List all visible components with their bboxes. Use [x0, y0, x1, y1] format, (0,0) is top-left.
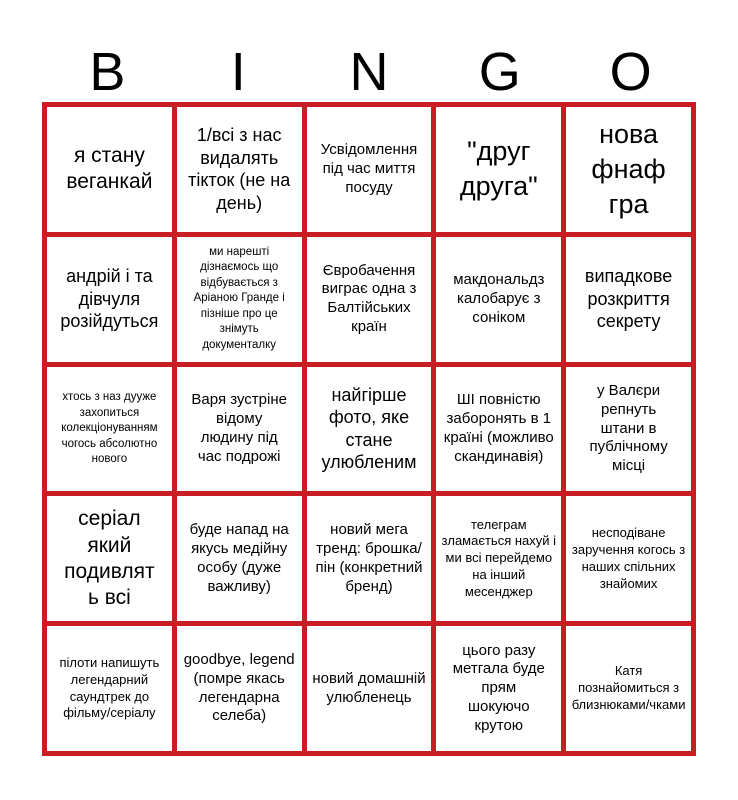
cell-text: новий домашній улюбленець	[312, 669, 426, 706]
cell-text: "друг друга"	[459, 136, 538, 202]
cell-text: цього разу метгала буде прям шокуючо крутою	[452, 641, 545, 734]
cell-text: Варя зустріне відому людину під час подрожі	[191, 391, 287, 465]
cell-text: я стану веганкай	[66, 144, 153, 194]
bingo-cell-r5c3[interactable]	[307, 626, 432, 751]
cell-text: випадкове розкриття секрету	[584, 266, 673, 332]
cell-text: ми нарешті дізнаємось що відбувається з Аріаною Гранде і пізніше про це знімуть документалку	[193, 245, 285, 351]
cell-text: ШІ повністю заборонять в 1 країні (можливо скандинавія)	[443, 391, 554, 465]
bingo-cell-r1c3[interactable]	[307, 107, 432, 232]
bingo-cell-r3c3[interactable]	[307, 367, 432, 492]
cell-text: Усвідомлення під час миття посуду	[320, 141, 418, 196]
cell-text: goodbye, legend (помре якась легендарна селеба)	[183, 651, 295, 725]
bingo-cell-r3c4[interactable]	[436, 367, 561, 492]
cell-text: Катя познайомиться з близнюками/чками	[571, 663, 686, 713]
cell-text: пілоти напишуть легендарний саундтрек до фільму/серіалу	[59, 654, 160, 721]
bingo-cell-r5c1[interactable]	[47, 626, 172, 751]
bingo-cell-r2c1[interactable]	[47, 237, 172, 362]
bingo-cell-r4c1[interactable]	[47, 496, 172, 621]
bingo-grid	[42, 102, 696, 756]
cell-text: макдональдз калобарує з соніком	[453, 271, 545, 326]
cell-text: 1/всі з нас видалять тікток (не на день)	[188, 125, 291, 213]
bingo-cell-r3c2[interactable]	[177, 367, 302, 492]
cell-text: несподіване заручення когось з наших спільних знайомих	[571, 525, 686, 591]
cell-text: хтось з наз дууже захопиться колекціонуванням чогось абсолютно нового	[61, 391, 158, 466]
bingo-cell-r1c4[interactable]	[436, 107, 561, 232]
bingo-cell-r2c2[interactable]	[177, 237, 302, 362]
cell-text: серіал який подивлять всі	[64, 507, 155, 610]
bingo-cell-r1c2[interactable]	[177, 107, 302, 232]
cell-text: андрій і та дівчуля розійдуться	[60, 266, 159, 332]
cell-text: телеграм зламається нахуй і ми всі перейдемо на інший месенджер	[441, 516, 557, 600]
bingo-cell-r2c3[interactable]	[307, 237, 432, 362]
header-letter-o: O	[609, 42, 652, 102]
cell-text: Євробачення виграє одна з Балтійських країн	[321, 261, 417, 335]
cell-text: буде напад на якусь медійну особу (дуже важливу)	[189, 521, 289, 595]
cell-text: новий мега тренд: брошка/пін (конкретний бренд)	[315, 521, 423, 595]
cell-text: у Валєри репнуть штани в публічному місці	[589, 382, 668, 475]
bingo-cell-r1c1[interactable]	[47, 107, 172, 232]
bingo-cell-r5c5[interactable]	[566, 626, 691, 751]
header-letter-b: B	[89, 42, 126, 102]
bingo-cell-r2c4[interactable]	[436, 237, 561, 362]
header-letter-g: G	[478, 42, 521, 102]
bingo-cell-r4c4[interactable]	[436, 496, 561, 621]
bingo-cell-r1c5[interactable]	[566, 107, 691, 232]
bingo-cell-r5c2[interactable]	[177, 626, 302, 751]
bingo-cell-r3c5[interactable]	[566, 367, 691, 492]
bingo-cell-r4c2[interactable]	[177, 496, 302, 621]
bingo-header	[42, 40, 696, 104]
bingo-cell-r3c1[interactable]	[47, 367, 172, 492]
bingo-cell-r4c5[interactable]	[566, 496, 691, 621]
cell-text: нова фнаф гра	[591, 118, 666, 219]
bingo-cell-r5c4[interactable]	[436, 626, 561, 751]
bingo-cell-r2c5[interactable]	[566, 237, 691, 362]
cell-text: найгірше фото, яке стане улюбленим	[321, 384, 417, 473]
header-letter-n: N	[349, 42, 389, 102]
header-letter-i: I	[230, 42, 246, 102]
bingo-cell-r4c3[interactable]	[307, 496, 432, 621]
